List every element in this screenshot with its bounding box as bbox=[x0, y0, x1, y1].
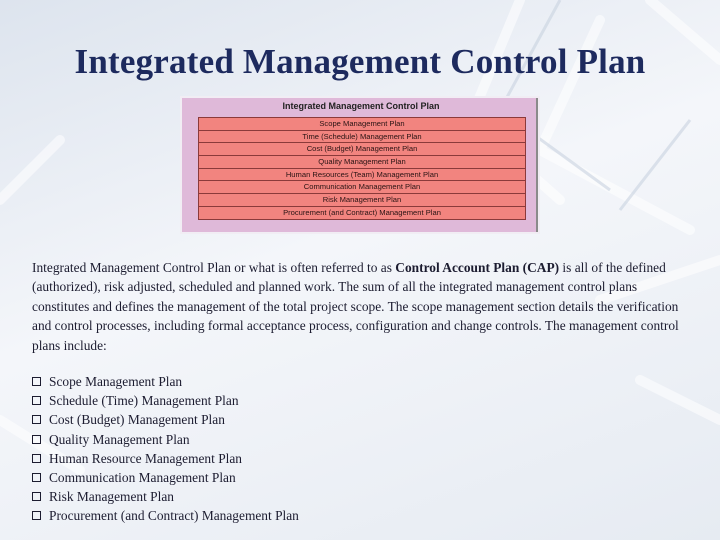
slide-title: Integrated Management Control Plan bbox=[74, 42, 646, 81]
body-emphasis: Control Account Plan (CAP) bbox=[395, 260, 560, 275]
checkbox-bullet-icon bbox=[32, 511, 41, 520]
plan-diagram-row: Time (Schedule) Management Plan bbox=[199, 131, 525, 144]
plan-diagram-rows bbox=[198, 117, 526, 220]
list-item-label: Human Resource Management Plan bbox=[49, 450, 242, 466]
list-item bbox=[32, 410, 299, 429]
body-paragraph bbox=[32, 258, 692, 355]
list-item bbox=[32, 449, 299, 468]
list-item-label: Communication Management Plan bbox=[49, 469, 236, 485]
checkbox-bullet-icon bbox=[32, 492, 41, 501]
list-item-label: Cost (Budget) Management Plan bbox=[49, 412, 225, 428]
checkbox-bullet-icon bbox=[32, 435, 41, 444]
plan-diagram-row: Risk Management Plan bbox=[199, 194, 525, 207]
list-item-label: Quality Management Plan bbox=[49, 431, 190, 447]
list-item bbox=[32, 468, 299, 487]
plan-diagram-row: Scope Management Plan bbox=[199, 118, 525, 131]
plan-diagram-panel bbox=[182, 98, 538, 232]
plan-diagram-row: Communication Management Plan bbox=[199, 181, 525, 194]
checkbox-bullet-icon bbox=[32, 454, 41, 463]
list-item bbox=[32, 487, 299, 506]
checkbox-bullet-icon bbox=[32, 415, 41, 424]
plan-diagram-row: Human Resources (Team) Management Plan bbox=[199, 169, 525, 182]
list-item bbox=[32, 372, 299, 391]
body-intro: Integrated Management Control Plan or what is often referred to as bbox=[32, 260, 396, 275]
list-item-label: Scope Management Plan bbox=[49, 374, 183, 389]
checkbox-bullet-icon bbox=[32, 396, 41, 405]
list-item bbox=[32, 391, 299, 410]
list-item-label: Schedule (Time) Management Plan bbox=[49, 393, 239, 409]
list-item bbox=[32, 430, 299, 449]
plan-diagram bbox=[180, 96, 540, 234]
checkbox-bullet-icon bbox=[32, 473, 41, 482]
list-item-label: Procurement (and Contract) Management Plan bbox=[49, 508, 299, 524]
body-rest: is all of the defined (authorized), risk adjusted, scheduled and planned work. The sum of all the integrated management control plans constitutes and defines the management of the total project scope. The scope management section details the verification and control processes, including formal acceptance process, configuration and change controls. The management control plans include: bbox=[32, 260, 679, 353]
plan-diagram-row: Quality Management Plan bbox=[199, 156, 525, 169]
plan-list bbox=[32, 372, 299, 526]
list-item-label: Risk Management Plan bbox=[49, 489, 174, 505]
plan-diagram-row: Cost (Budget) Management Plan bbox=[199, 143, 525, 156]
plan-diagram-row: Procurement (and Contract) Management Plan bbox=[283, 207, 441, 217]
plan-diagram-title: Integrated Management Control Plan bbox=[282, 101, 440, 111]
list-item bbox=[32, 506, 299, 525]
checkbox-bullet-icon bbox=[32, 377, 41, 386]
